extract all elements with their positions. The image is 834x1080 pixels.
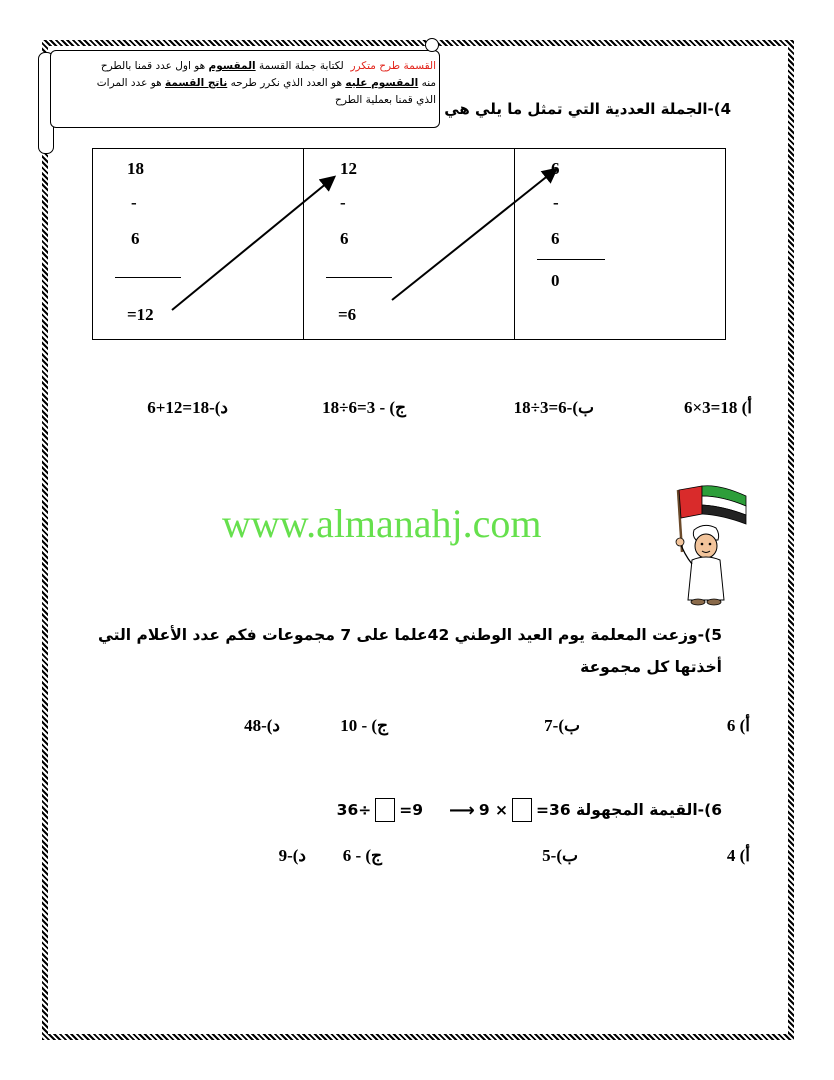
question-6-rhs2: ÷36 (336, 801, 372, 819)
q5-option-d[interactable]: د)-48 (244, 716, 280, 735)
cell-result: =6 (338, 305, 357, 324)
question-6-rhs: 9= (399, 801, 424, 819)
question-5-line2: أخذتها كل مجموعة (580, 658, 722, 676)
hint-text: هو عدد المرات (96, 77, 162, 89)
hint-text: الذي قمنا بعملية الطرح (335, 94, 436, 106)
cell-number: 6 (551, 159, 560, 178)
cell-number: 18 (127, 159, 144, 178)
q4-option-c[interactable]: ج) - 3=6÷18 (322, 398, 406, 417)
cell-result: 0 (551, 271, 560, 290)
question-6-label: 6)-القيمة المجهولة 36= (536, 801, 722, 819)
q5-option-a[interactable]: أ) 6 (726, 716, 750, 735)
hint-text: لكتابة جملة القسمة (258, 60, 344, 72)
q4-option-a[interactable]: أ) 18=3×6 (683, 398, 752, 417)
hint-red-text: القسمة طرح متكرر (350, 60, 436, 72)
q5-option-c[interactable]: ج) - 10 (340, 716, 388, 735)
question-5-line1: 5)-وزعت المعلمة يوم العيد الوطني 42علما على 7 مجموعات فكم عدد الأعلام التي (97, 626, 722, 644)
answer-box[interactable] (512, 798, 532, 822)
cell-operator: - (340, 193, 346, 212)
question-6-line (337, 798, 722, 822)
cell-operator: - (131, 193, 137, 212)
q6-option-c[interactable]: ج) - 6 (342, 846, 382, 865)
hint-text: هو اول عدد قمنا بالطرح (100, 60, 206, 72)
arrow-line (392, 170, 555, 300)
hint-term-divisor: المقسوم عليه (345, 77, 419, 89)
hint-term-quotient: ناتج القسمة (165, 77, 228, 89)
q6-option-d[interactable]: د)-9 (278, 846, 306, 865)
q4-option-b[interactable]: ب)-6=3÷18 (513, 398, 594, 417)
q4-option-d[interactable]: د)-18=12+6 (147, 398, 228, 417)
hint-text: هو العدد الذي نكرر طرحه (230, 77, 342, 89)
q6-option-b[interactable]: ب)-5 (542, 846, 578, 865)
hint-text: منه (421, 77, 436, 89)
flag-boy-illustration (660, 482, 760, 607)
q6-option-a[interactable]: أ) 4 (726, 846, 750, 865)
answer-box-2[interactable] (375, 798, 395, 822)
cell-result: =12 (127, 305, 154, 324)
watermark-url: www.almanahj.com (222, 501, 542, 546)
hint-term-dividend: المقسوم (208, 60, 256, 72)
right-arrow-icon: ⟶ (449, 799, 475, 821)
question-4-title: 4)-الجملة العددية التي تمثل ما يلي هي (444, 100, 731, 118)
arrow-line (172, 178, 333, 310)
cell-number: 6 (340, 229, 349, 248)
cell-number: 6 (551, 229, 560, 248)
cell-number: 12 (340, 159, 357, 178)
cell-number: 6 (131, 229, 140, 248)
q5-option-b[interactable]: ب)-7 (544, 716, 580, 735)
question-6-times: × 9 (478, 801, 509, 819)
cell-operator: - (553, 193, 559, 212)
